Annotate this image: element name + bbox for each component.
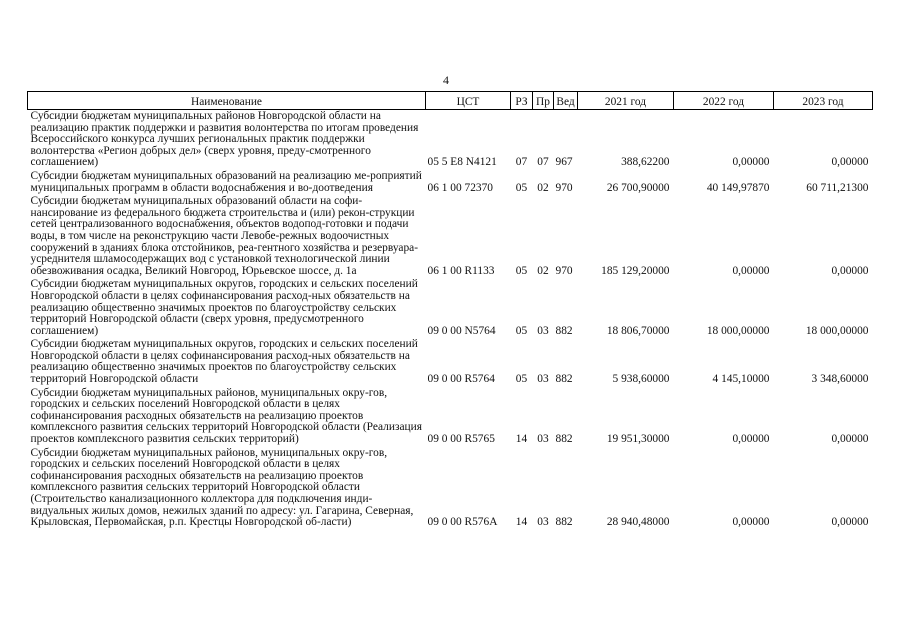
table-row [28,195,873,278]
row-2022: 0,00000 [732,433,770,446]
header-2022: 2022 год [674,92,774,110]
header-rz: РЗ [511,92,533,110]
row-cst: 09 0 00 R5764 [427,373,495,386]
row-2021: 185 129,20000 [601,264,670,277]
row-name: Субсидии бюджетам муниципальных округов, городских и сельских поселений Новгородской области в целях софинансирования расход-ных обязательств на реализацию общественно значимых проектов по благоустройству сельских территорий Новгородской области [30,338,418,386]
row-2023: 0,00000 [831,433,869,446]
row-name: Субсидии бюджетам муниципальных образований области на софи-нансирование из федерального бюджета строительства и (или) рекон-струкции сетей централизованного водоснабжения, объектов водопод-готовки и подачи воды, в том числе на реконструкцию части Левобе-режных водоочистных сооружений в зданиях блока отстойников, реа-гентного хозяйства и резервуара-усреднителя шламосодержащих вод с установкой технологической линии обезвоживания осадка, Великий Новгород, Юрьевское шоссе, д. 1а [30,195,418,277]
row-ved: 970 [555,181,573,194]
row-cst: 09 0 00 R576A [427,516,498,529]
row-2022: 40 149,97870 [706,181,770,194]
table-row [28,387,873,447]
row-2021: 5 938,60000 [612,373,670,386]
row-rz: 14 [515,516,528,529]
row-2021: 388,62200 [621,156,670,169]
row-rz: 05 [515,264,528,277]
header-pr: Пр [533,92,554,110]
row-name: Субсидии бюджетам муниципальных районов Новгородской области на реализацию практик поддержки и развития волонтерства по итогам проведения Всероссийского конкурса лучших региональных практик поддержки волонтерства «Регион добрых дел» (сверх уровня, преду-смотренного соглашением) [30,110,419,169]
row-ved: 882 [555,516,573,529]
budget-table [27,91,873,530]
row-name: Субсидии бюджетам муниципальных районов, муниципальных окру-гов, городских и сельских поселений Новгородской области в целях софинансирования расходных обязательств на реализацию проектов комплексного развития сельских территорий Новгородской области (Строительство канализационного коллектора для подключения инди-видуальных жилых домов, нежилых зданий по адресу: ул. Гагарина, Северная, Крыловская, Первомайская, р.п. Крестцы Новгородской об-ласти) [30,446,414,529]
header-cst: ЦСТ [426,92,511,110]
row-pr: 03 [537,516,549,529]
row-ved: 970 [555,264,573,277]
row-rz: 14 [515,433,528,446]
row-name: Субсидии бюджетам муниципальных образований на реализацию ме-роприятий муниципальных программ в области водоснабжения и во-доотведения [30,169,422,194]
row-pr: 03 [537,433,549,446]
row-2023: 18 000,00000 [805,324,869,337]
header-2021: 2021 год [578,92,674,110]
row-2022: 0,00000 [732,264,770,277]
table-row [28,338,873,386]
table-row [28,447,873,530]
row-pr: 03 [537,373,549,386]
row-name: Субсидии бюджетам муниципальных округов, городских и сельских поселений Новгородской области в целях софинансирования расход-ных обязательств на реализацию общественно значимых проектов по благоустройству сельских территорий Новгородской области (сверх уровня, предусмотренного соглашением) [30,278,418,337]
row-2023: 0,00000 [831,264,869,277]
row-2021: 28 940,48000 [606,516,670,529]
row-2023: 3 348,60000 [811,373,869,386]
table-row [28,278,873,338]
row-cst: 09 0 00 N5764 [427,324,496,337]
row-2021: 18 806,70000 [606,324,670,337]
header-2023: 2023 год [774,92,873,110]
row-pr: 02 [537,264,549,277]
row-pr: 03 [537,324,549,337]
row-2023: 0,00000 [831,516,869,529]
header-name: Наименование [28,92,426,110]
row-2021: 26 700,90000 [606,181,670,194]
row-rz: 05 [515,324,528,337]
row-rz: 05 [515,373,528,386]
table-header-row [28,92,873,110]
table-row [28,170,873,195]
row-name: Субсидии бюджетам муниципальных районов, муниципальных окру-гов, городских и сельских поселений Новгородской области в целях софинансирования расходных обязательств на реализацию проектов комплексного развития сельских территорий Новгородской области (Реализация проектов комплексного развития сельских территорий) [30,386,422,446]
table-row [28,110,873,170]
row-2022: 0,00000 [732,156,770,169]
row-ved: 967 [555,156,573,169]
row-rz: 07 [515,156,528,169]
row-rz: 05 [515,181,528,194]
row-ved: 882 [555,433,573,446]
row-2023: 60 711,21300 [806,181,869,194]
row-pr: 07 [537,156,549,169]
row-2021: 19 951,30000 [606,433,670,446]
row-2022: 0,00000 [732,516,770,529]
page-number: 4 [443,73,449,87]
row-pr: 02 [537,181,549,194]
row-2022: 18 000,00000 [706,324,770,337]
row-2022: 4 145,10000 [712,373,770,386]
header-ved: Вед [554,92,578,110]
row-ved: 882 [555,373,573,386]
row-cst: 09 0 00 R5765 [427,433,495,446]
row-cst: 05 5 E8 N4121 [427,156,497,169]
row-cst: 06 1 00 72370 [427,181,493,194]
row-cst: 06 1 00 R1133 [427,264,495,277]
row-2023: 0,00000 [831,156,869,169]
row-ved: 882 [555,324,573,337]
